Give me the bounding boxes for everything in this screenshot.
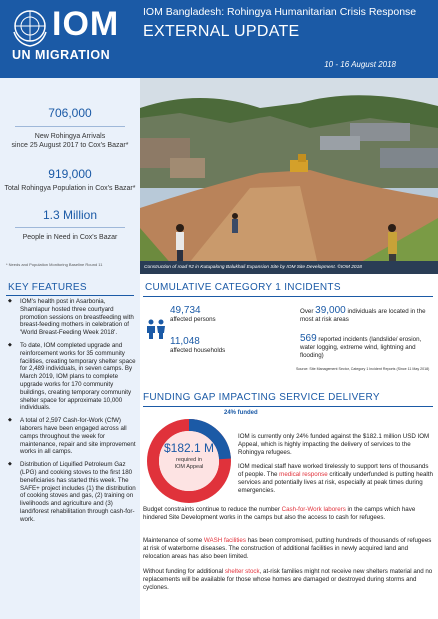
source-note: Source: Site Management Sector, Category 1 Incident Reports (Since 11 May 2018) — [296, 367, 430, 371]
incidents-text — [300, 333, 434, 360]
stat-new-arrivals — [0, 106, 140, 150]
divider — [143, 296, 433, 297]
list-item: ◆ To date, IOM completed upgrade and reinforcement works for 35 community facilities, creating temporary shelter space for 2,489 individuals, in seven camps. By March 2019, IOM plans to complete upgrade works for 170 community buildings, creating temporary community shelter space for approximate 10,000 individuals. — [6, 342, 136, 412]
highlight-text: Cash-for-Work laborers — [281, 506, 346, 513]
list-item: ◆ IOM's health post in Asarbonia, Shamlapur hosted three courtyard promotion sessions on breastfeeding with breast-feeding mothers in celebration of 'World Breast-Feeding Week 2018'. — [6, 298, 136, 337]
stats-panel — [0, 78, 140, 274]
paragraph-text: Without funding for additional — [143, 568, 225, 575]
divider — [143, 406, 433, 407]
risk-area-text — [300, 305, 434, 324]
list-item: ◆ Distribution of Liquified Petroleum Gaz (LPG) and cooking stoves to the first 180 beneficiaries has started this week. The SAFE+ project includes (1) the distribution of cooking stoves and gas, (2) training on livelihoods and agriculture and (3) land/forest rehabilitation through cash-for-work. — [6, 461, 136, 523]
paragraph-text: , at-risk families might not receive new shelters material and no replacements will be available for those whose homes are damaged or destroyed during storms and cyclones. — [143, 568, 433, 591]
paragraph-text: Maintenance of some — [143, 537, 204, 544]
divider — [6, 295, 134, 296]
photo-caption: Construction of road #2 in Kutupalong Balukhali Expansion Site by IOM Site Development. ©IOM 2018 — [140, 261, 438, 274]
affected-persons-number: 49,734 — [170, 305, 201, 316]
stat-value: 706,000 — [48, 106, 92, 120]
stat-label: New Rohingya Arrivals — [34, 133, 106, 140]
highlight-text: WASH facilities — [203, 537, 246, 544]
road-construction-image — [140, 78, 438, 274]
stat-label: since 25 August 2017 to Cox's Bazar* — [11, 142, 129, 149]
key-features-title: KEY FEATURES — [8, 282, 87, 293]
funding-paragraph — [143, 568, 434, 592]
header-photo — [140, 78, 438, 274]
stat-label: Total Rohingya Population in Cox's Bazar* — [4, 185, 136, 192]
cumulative-title: CUMULATIVE CATEGORY 1 INCIDENTS — [145, 282, 341, 293]
un-emblem-icon — [8, 6, 52, 50]
key-features-panel — [0, 274, 140, 619]
header-subtitle: IOM Bangladesh: Rohingya Humanitarian Crisis Response — [143, 6, 417, 18]
affected-households-label: affected households — [170, 347, 226, 354]
page-title: EXTERNAL UPDATE — [143, 23, 300, 40]
funding-paragraph — [143, 506, 434, 522]
stat-total-population — [0, 167, 140, 193]
funding-paragraph: IOM is currently only 24% funded against the $182.1 million USD IOM Appeal, which is highly impacting the delivery of services to the Rohingya refugees. — [238, 433, 430, 456]
risk-text: Over — [300, 308, 316, 315]
people-icon — [145, 318, 167, 340]
funded-label: 24% funded — [224, 410, 258, 416]
affected-persons-label: affected persons — [170, 316, 216, 323]
header-banner — [0, 0, 438, 78]
iom-logo — [8, 4, 138, 68]
risk-number: 39,000 — [315, 305, 346, 316]
stat-people-in-need — [0, 208, 140, 242]
required-text: IOM Appeal — [174, 464, 204, 470]
paragraph-text: IOM medical staff have worked tirelessly to support tens of thousands of people. The — [238, 463, 429, 478]
paragraph-text: critically underfunded is putting health services and potentially lives at risk, especially at peak times during emergencies. — [238, 471, 433, 494]
funding-paragraph — [238, 463, 434, 495]
stats-footnote: * Needs and Population Monitoring Baseline Round 11 — [6, 262, 103, 267]
logo-text: IOM — [52, 5, 120, 43]
affected-households-number: 11,048 — [170, 336, 200, 347]
risk-text: individuals are located in the most at risk areas — [300, 308, 426, 323]
donut-label — [146, 441, 232, 471]
affected-persons — [170, 305, 290, 324]
list-item: ◆ A total of 2,597 Cash-for-Work (CfW) laborers have been engaged across all camps throughout the week for maintenance, repair and site improvement works in all camps. — [6, 417, 136, 456]
required-amount: $182.1 M — [163, 441, 215, 455]
report-date: 10 - 16 August 2018 — [324, 60, 396, 69]
stat-value: 1.3 Million — [42, 208, 98, 222]
funding-title: FUNDING GAP IMPACTING SERVICE DELIVERY — [143, 392, 380, 403]
logo-subtext: UN MIGRATION — [12, 48, 111, 62]
divider — [15, 227, 125, 228]
required-text: required in — [176, 457, 202, 463]
paragraph-text: Budget constraints continue to reduce the number — [143, 506, 282, 513]
incidents-description: reported incidents (landslide/ erosion, water logging, extreme wind, lightning and flooding) — [300, 336, 422, 359]
key-features-list — [6, 298, 136, 529]
affected-households — [170, 336, 290, 355]
funding-paragraph — [143, 537, 434, 561]
stat-label: People in Need in Cox's Bazar — [22, 234, 118, 241]
highlight-text: medical response — [279, 471, 328, 478]
highlight-text: shelter stock — [224, 568, 260, 575]
paragraph-text: in the camps which have hindered Site Development works in the camps but also the access to cash for refugees. — [143, 506, 416, 521]
divider — [15, 126, 125, 127]
stat-value: 919,000 — [48, 167, 92, 181]
paragraph-text: has been compromised, putting hundreds of thousands of refugees at risk of waterborne diseases. The construction of additional facilities in newly acquired land and relocation areas has also been limited. — [143, 537, 432, 560]
incidents-number: 569 — [300, 333, 317, 344]
